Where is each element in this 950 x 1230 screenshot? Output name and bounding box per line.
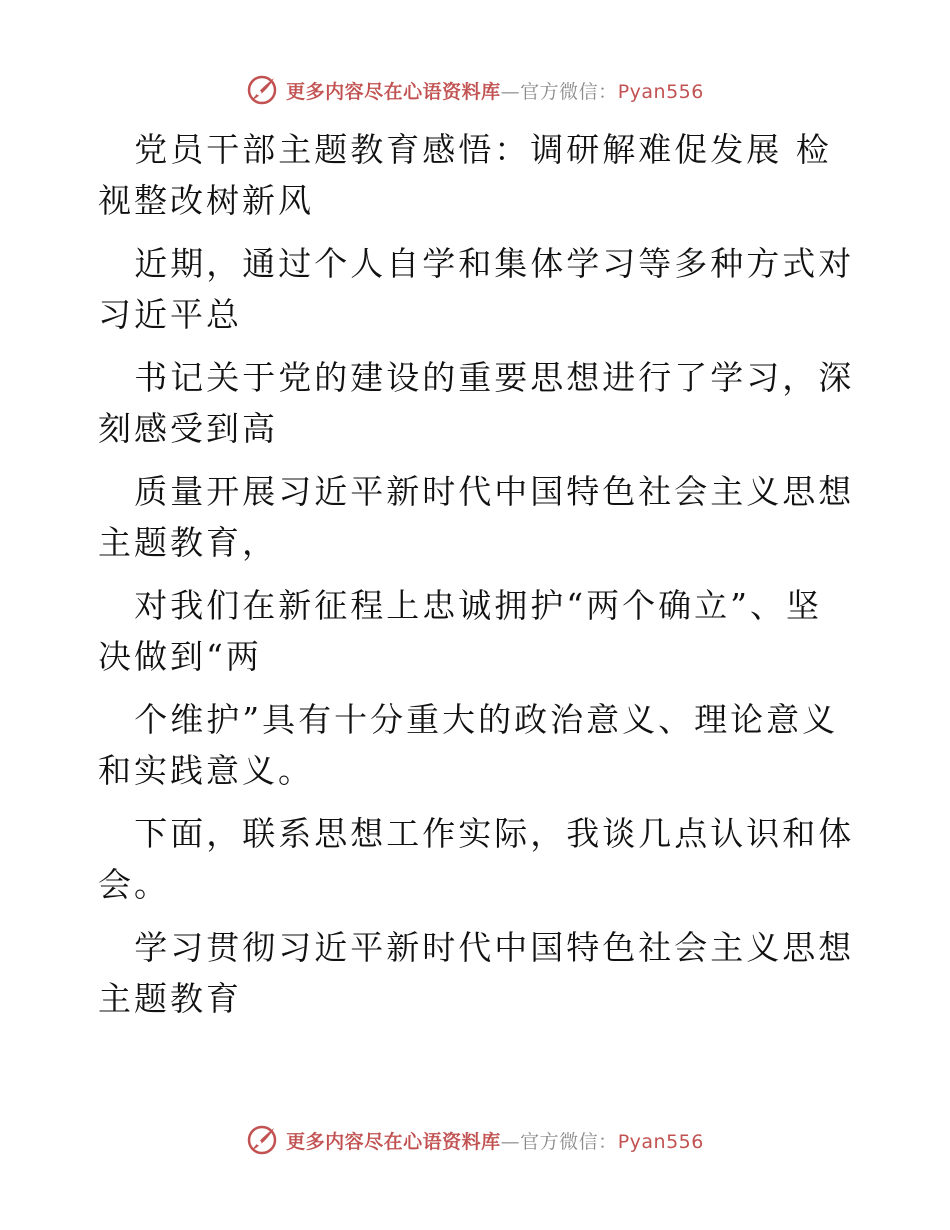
header-banner	[0, 70, 950, 110]
footer-label: 官方微信：	[520, 1130, 618, 1153]
footer-wechat-id: Pyan556	[617, 1130, 704, 1153]
quill-logo-icon	[246, 74, 278, 106]
footer-banner	[0, 1120, 950, 1160]
header-dash: —	[500, 80, 521, 103]
document-body	[98, 124, 858, 1036]
footer-site-text: 更多内容尽在心语资料库	[286, 1130, 501, 1153]
footer-text	[286, 1127, 704, 1154]
footer-dash: —	[500, 1130, 521, 1153]
quill-logo-icon	[246, 1124, 278, 1156]
paragraph: 质量开展习近平新时代中国特色社会主义思想主题教育，	[98, 472, 855, 562]
header-wechat-id: Pyan556	[617, 80, 704, 103]
header-text	[286, 77, 704, 104]
header-label: 官方微信：	[520, 80, 618, 103]
paragraph: 近期，通过个人自学和集体学习等多种方式对习近平总	[98, 244, 855, 334]
paragraph: 个维护”具有十分重大的政治意义、理论意义和实践意义。	[98, 700, 839, 790]
header-site-text: 更多内容尽在心语资料库	[286, 80, 501, 103]
paragraph: 对我们在新征程上忠诚拥护“两个确立”、坚决做到“两	[98, 586, 823, 676]
paragraph: 学习贯彻习近平新时代中国特色社会主义思想主题教育	[98, 928, 855, 1018]
paragraph: 下面，联系思想工作实际，我谈几点认识和体会。	[98, 814, 855, 904]
paragraph: 书记关于党的建设的重要思想进行了学习，深刻感受到高	[98, 358, 855, 448]
document-title: 党员干部主题教育感悟：调研解难促发展 检视整改树新风	[98, 130, 832, 220]
